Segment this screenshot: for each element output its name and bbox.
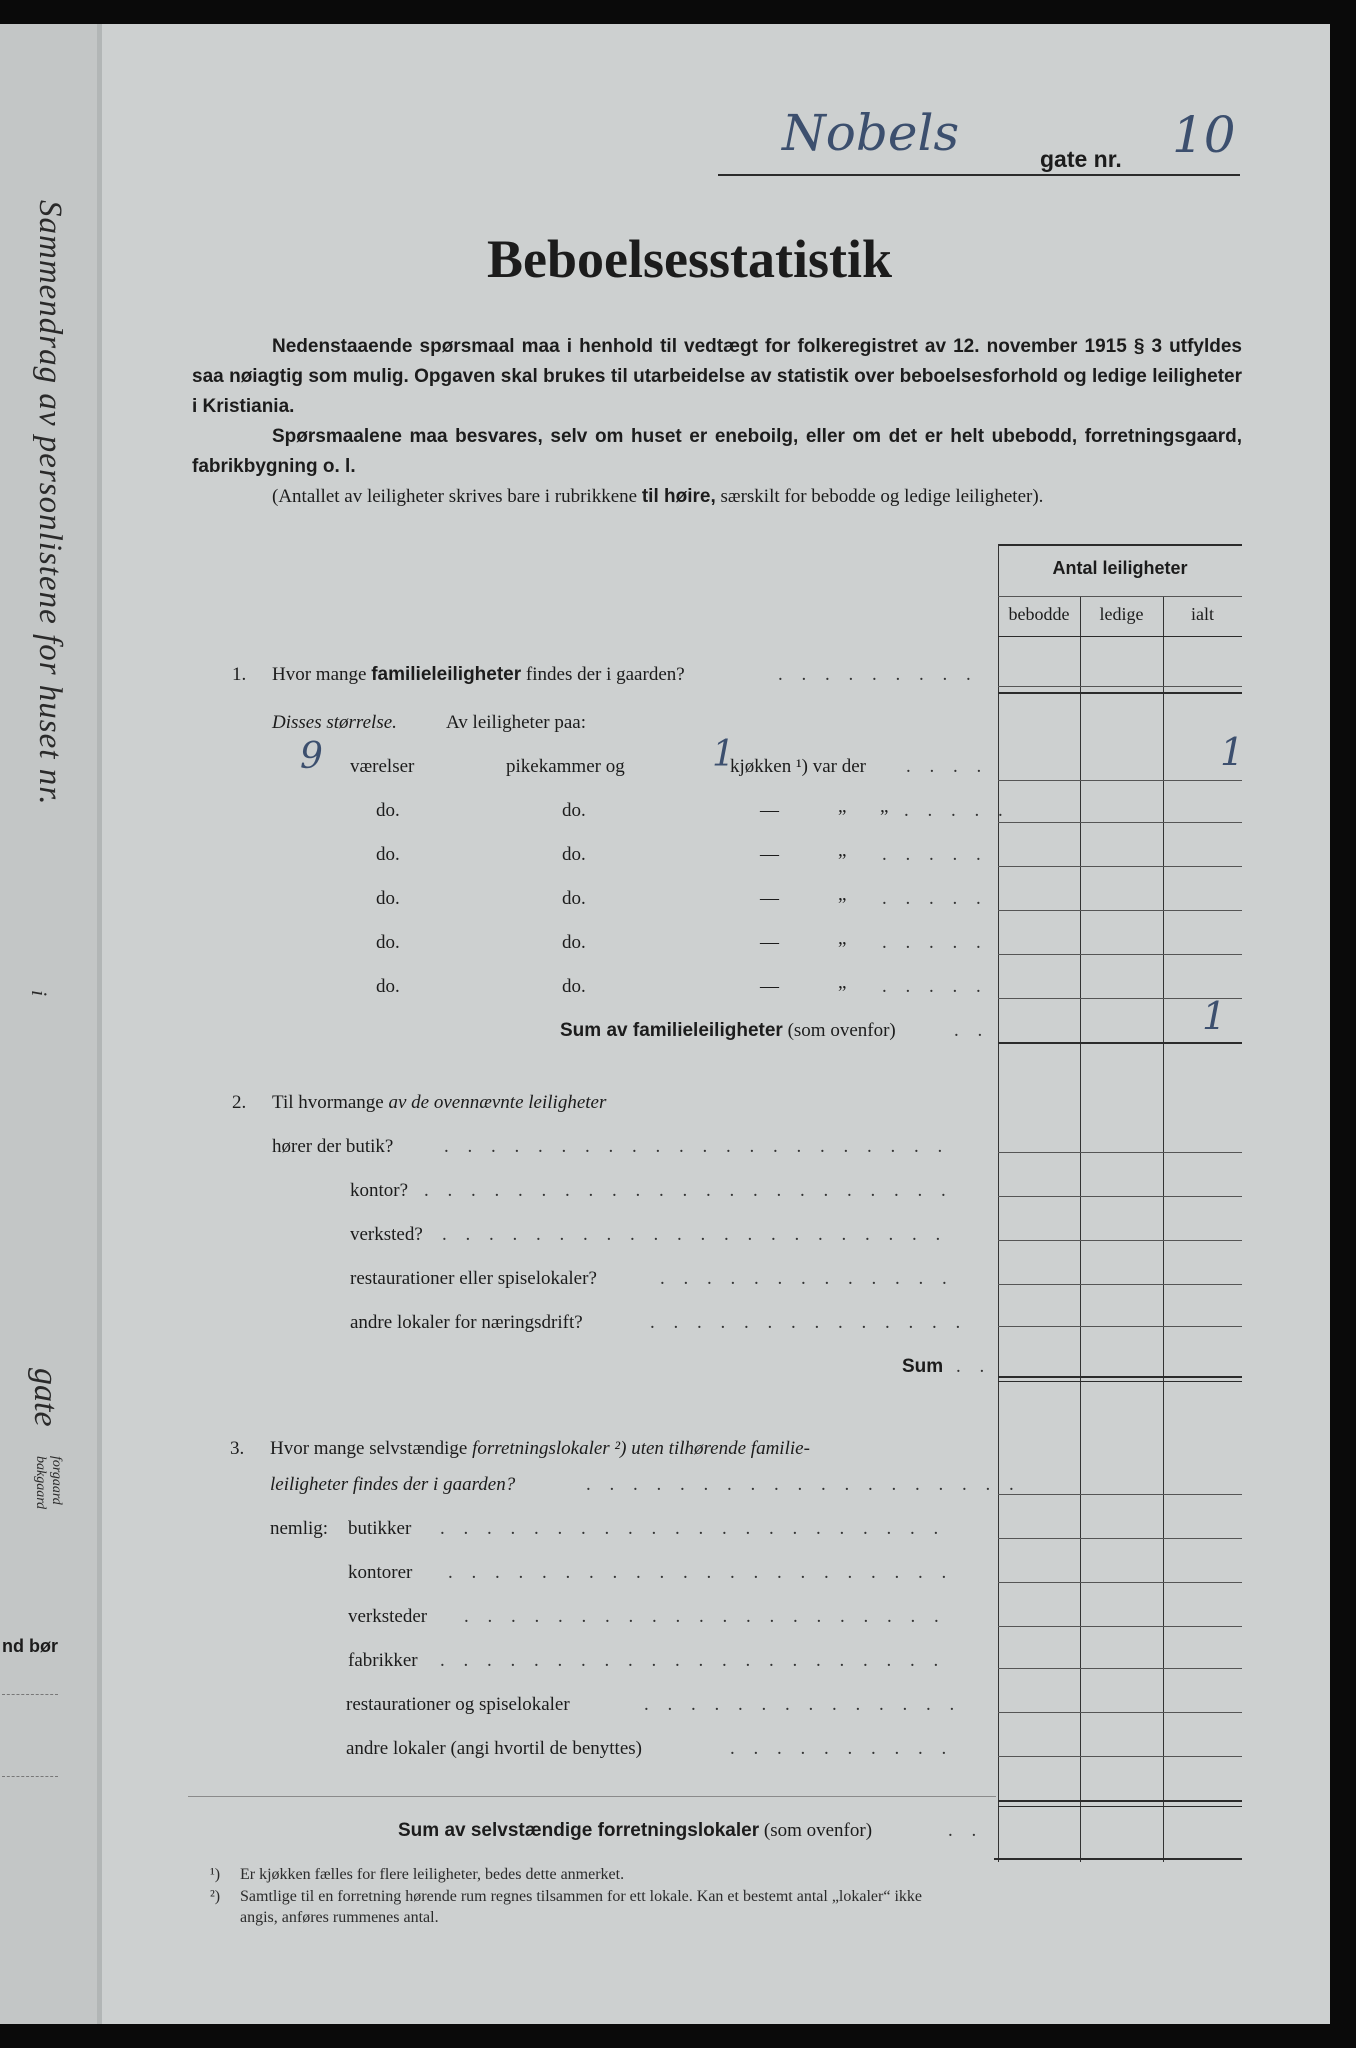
q3-item-restaurationer: restaurationer og spiselokaler xyxy=(346,1694,570,1715)
side-gate-label: gate xyxy=(27,1368,64,1427)
leader-dots: . . xyxy=(956,1356,992,1377)
table-title: Antal leiligheter xyxy=(1052,558,1188,578)
do-row-1-b: do. xyxy=(562,800,586,821)
q1-kjokken: kjøkken ¹) var der xyxy=(730,756,867,777)
leader-dots: . . . . . . . . . . . . . . . . . . . . . . xyxy=(442,1224,948,1245)
q3-text-line-1: Hvor mange selvstændige forretningslokaler ²) uten tilhørende familie- xyxy=(270,1438,810,1459)
row-line xyxy=(998,1196,1242,1197)
col-ledige: ledige xyxy=(1099,604,1144,624)
table-head-rule xyxy=(998,596,1242,597)
row-line xyxy=(998,866,1242,867)
do-row-2-a: do. xyxy=(376,844,400,865)
section-rule xyxy=(998,692,1242,694)
do-row-1-quote-2: „ xyxy=(880,796,889,817)
q2-item-andre: andre lokaler for næringsdrift? xyxy=(350,1312,583,1333)
do-row-5-dash: — xyxy=(760,976,779,997)
row-line xyxy=(998,780,1242,781)
section-rule xyxy=(998,1042,1242,1044)
col-bebodde: bebodde xyxy=(1008,604,1070,624)
row-line xyxy=(998,1538,1242,1539)
leader-dots: . . . . . . . . . . xyxy=(730,1738,954,1759)
section-rule xyxy=(998,1376,1242,1378)
q2-item-restaurationer: restaurationer eller spiselokaler? xyxy=(350,1268,597,1289)
row-line xyxy=(998,686,1242,687)
q3-item-verksteder: verksteder xyxy=(348,1606,428,1627)
do-row-3-dash: — xyxy=(760,888,779,909)
do-row-2-b: do. xyxy=(562,844,586,865)
street-underline xyxy=(718,174,1240,176)
leader-dots: . . . . . . . . . . . . . . . . . . . . . . xyxy=(440,1518,946,1539)
do-row-2-dash: — xyxy=(760,844,779,865)
leader-dots: . . . . . xyxy=(882,932,988,953)
q3-number: 3. xyxy=(230,1438,245,1459)
intro-paragraph-1: Nedenstaaende spørsmaal maa i henhold til vedtægt for folkeregistret av 12. november 1915 § 3 utfyldes saa nøiagtig som mulig. Opgaven skal brukes til utarbeidelse av statistik over beboelsesforhold og ledige leiligheter i Kristiania. xyxy=(192,336,1242,417)
do-row-3-quote: „ xyxy=(838,884,847,905)
leader-dots: . . . . . . . . . . . . . . xyxy=(644,1694,962,1715)
street-name-handwritten: Nobels xyxy=(782,104,960,162)
q1-sizes-label: Disses størrelse. xyxy=(272,712,397,733)
leader-dots: . . xyxy=(954,1020,990,1041)
section-rule xyxy=(998,1381,1242,1382)
row-line xyxy=(998,1284,1242,1285)
gate-nr-label: gate nr. xyxy=(1040,146,1122,172)
do-row-3-a: do. xyxy=(376,888,400,909)
footnote-1-mark: ¹) xyxy=(210,1866,221,1883)
q3-item-andre: andre lokaler (angi hvortil de benyttes) xyxy=(346,1738,642,1759)
rooms-handwritten: 9 xyxy=(300,736,323,777)
table-left-border xyxy=(998,544,999,1862)
do-row-4-quote: „ xyxy=(838,928,847,949)
intro-paragraph-2: Spørsmaalene maa besvares, selv om huset er eneboilg, eller om det er helt ubebodd, forretningsgaard, fabrikbygning o. l. xyxy=(192,426,1242,477)
leader-dots: . . . . . xyxy=(882,888,988,909)
leader-dots: . . . . . . . . . . . . . . . . . . . . . xyxy=(464,1606,946,1627)
leader-dots: . . . . . xyxy=(882,976,988,997)
row-line xyxy=(998,1712,1242,1713)
leader-dots: . . . . . . . . . . . . . . . . . . . . . . xyxy=(448,1562,954,1583)
do-row-5-a: do. xyxy=(376,976,400,997)
intro-paragraph-3: (Antallet av leiligheter skrives bare i rubrikkene til høire, særskilt for bebodde og ledige leiligheter). xyxy=(272,486,1044,507)
side-og-bor: nd bør xyxy=(2,1636,58,1656)
leader-dots: . . . . . . . . . . . . . . . . . . . xyxy=(586,1474,1021,1495)
leader-dots: . . . . . . . . . . . . . . xyxy=(650,1312,968,1333)
footnote-2: Samtlige til en forretning hørende rum regnes tilsammen for ett lokale. Kan et bestemt antal „lokaler“ ikke angis, anføres rummenes antal. xyxy=(240,1888,922,1926)
table-divider xyxy=(1163,596,1164,1862)
leader-dots: . . . . xyxy=(906,756,989,777)
q3-nemlig: nemlig: xyxy=(270,1518,329,1539)
house-number-handwritten: 10 xyxy=(1172,106,1236,164)
table-bottom-rule xyxy=(994,1858,1242,1860)
row-line xyxy=(998,1668,1242,1669)
row-line xyxy=(998,910,1242,911)
do-row-4-a: do. xyxy=(376,932,400,953)
q1-av-label: Av leiligheter paa: xyxy=(446,712,586,733)
row-line xyxy=(998,1582,1242,1583)
q3-sum: Sum av selvstændige forretningslokaler (som ovenfor) xyxy=(398,1820,873,1841)
row-line xyxy=(998,1240,1242,1241)
do-row-5-b: do. xyxy=(562,976,586,997)
side-divider xyxy=(2,1776,58,1777)
q2-number: 2. xyxy=(232,1092,247,1113)
leader-dots: . . . . . xyxy=(882,844,988,865)
side-forgaard-label: forgaard bakgaard xyxy=(33,1456,64,1510)
footnote-2-mark: ²) xyxy=(210,1888,221,1905)
side-summary-text: Sammendrag av personlistene for huset nr. xyxy=(32,200,68,806)
do-row-1-dash: — xyxy=(760,800,779,821)
leader-dots: . . . . . . . . . . . . . xyxy=(660,1268,954,1289)
ialt-handwritten: 1 xyxy=(1220,730,1245,774)
do-row-4-b: do. xyxy=(562,932,586,953)
row-line xyxy=(998,1326,1242,1327)
do-row-2-quote: „ xyxy=(838,840,847,861)
q2-item-verksted: verksted? xyxy=(350,1224,423,1245)
do-row-1-quote: „ xyxy=(838,796,847,817)
table-divider xyxy=(1080,596,1081,1862)
q3-item-fabrikker: fabrikker xyxy=(348,1650,418,1671)
row-line xyxy=(998,954,1242,955)
do-row-1-a: do. xyxy=(376,800,400,821)
col-ialt: ialt xyxy=(1191,604,1214,624)
q3-item-butikker: butikker xyxy=(348,1518,412,1539)
row-line xyxy=(998,822,1242,823)
q2-sum: Sum xyxy=(902,1356,944,1377)
table-head-rule xyxy=(998,636,1242,637)
q2-item-kontor: kontor? xyxy=(350,1180,409,1201)
divider-line xyxy=(188,1796,996,1797)
q2-item-butik: hører der butik? xyxy=(272,1136,394,1157)
leader-dots: . . xyxy=(948,1820,984,1841)
section-rule xyxy=(998,1800,1242,1802)
q1-number: 1. xyxy=(232,664,247,685)
kitchen-handwritten: 1 xyxy=(712,734,735,775)
page-title: Beboelsesstatistik xyxy=(487,229,892,289)
row-line xyxy=(998,1626,1242,1627)
section-rule xyxy=(998,1806,1242,1807)
do-row-3-b: do. xyxy=(562,888,586,909)
side-mark: i xyxy=(27,990,52,997)
q1-vaerelser: værelser xyxy=(350,756,415,777)
leader-dots: . . . . . . . . . xyxy=(778,664,978,685)
leader-dots: . . . . . xyxy=(904,800,1010,821)
sum-handwritten: 1 xyxy=(1202,994,1227,1038)
row-line xyxy=(998,1494,1242,1495)
do-row-5-quote: „ xyxy=(838,972,847,993)
leader-dots: . . . . . . . . . . . . . . . . . . . . . . xyxy=(444,1136,950,1157)
q1-text: Hvor mange familieleiligheter findes der i gaarden? xyxy=(272,664,685,685)
q1-pikekammer: pikekammer og xyxy=(506,756,625,777)
leader-dots: . . . . . . . . . . . . . . . . . . . . . . xyxy=(440,1650,946,1671)
table-top-rule xyxy=(998,544,1242,546)
row-line xyxy=(998,1756,1242,1757)
side-divider xyxy=(2,1694,58,1695)
do-row-4-dash: — xyxy=(760,932,779,953)
row-line xyxy=(998,1152,1242,1153)
leader-dots: . . . . . . . . . . . . . . . . . . . . . . . xyxy=(424,1180,953,1201)
q3-text-line-2: leiligheter findes der i gaarden? xyxy=(270,1474,516,1495)
q2-text: Til hvormange av de ovennævnte leiligheter xyxy=(272,1092,607,1113)
footnote-1: Er kjøkken fælles for flere leiligheter, bedes dette anmerket. xyxy=(240,1866,625,1883)
q3-item-kontorer: kontorer xyxy=(348,1562,413,1583)
q1-sum: Sum av familieleiligheter (som ovenfor) xyxy=(560,1020,896,1041)
